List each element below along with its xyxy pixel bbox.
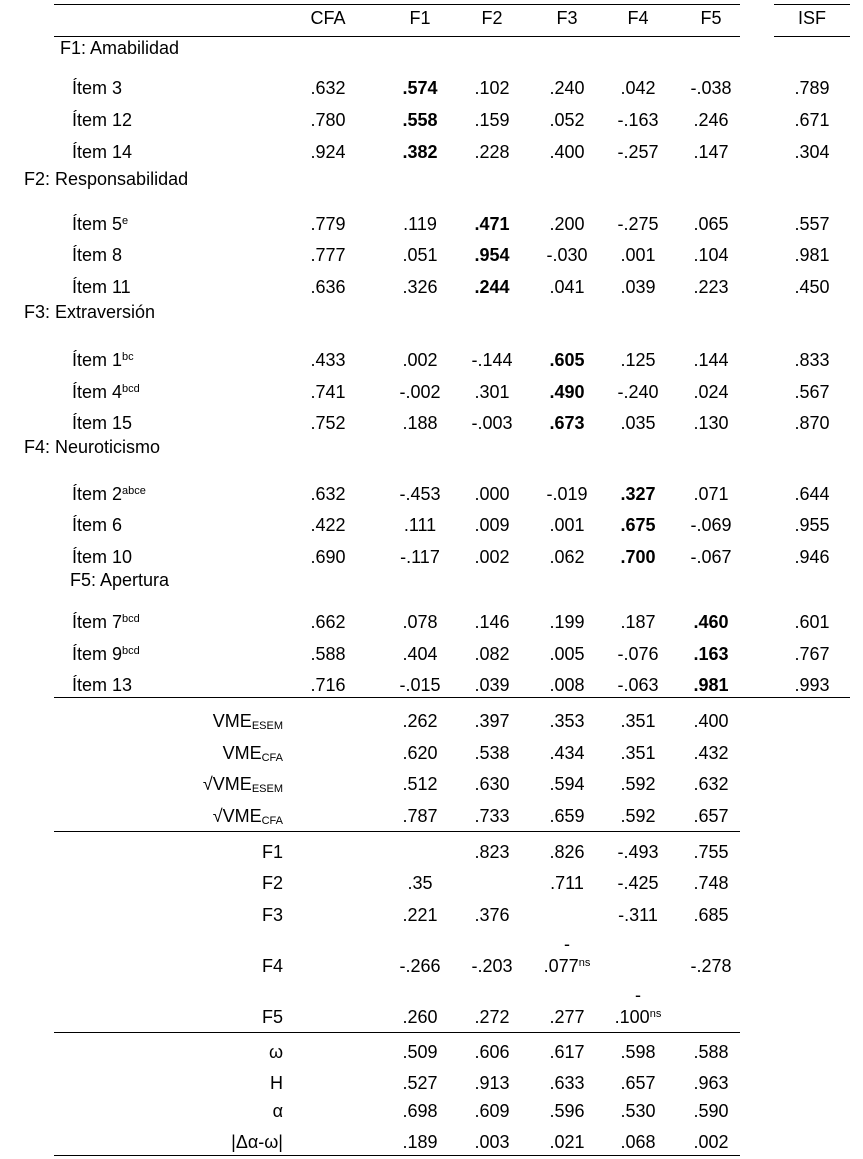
header-isf: ISF bbox=[797, 8, 826, 28]
cell-f4: .042 bbox=[620, 78, 656, 98]
corr-cell: -.425 bbox=[617, 873, 659, 893]
corr-cell: -.493 bbox=[617, 842, 659, 862]
corr-hyphen: - bbox=[635, 985, 641, 1005]
item-label bbox=[72, 108, 132, 132]
corr-hyphen: - bbox=[564, 934, 570, 954]
cell-f5: -.069 bbox=[690, 515, 732, 535]
ave-label bbox=[0, 709, 283, 733]
item-name: Ítem 11 bbox=[72, 277, 131, 297]
reliability-label: ω bbox=[268, 1042, 283, 1062]
cell-f1: .574 bbox=[402, 78, 438, 98]
corr-cell: -.203 bbox=[471, 956, 513, 976]
item-name: Ítem 14 bbox=[72, 142, 133, 162]
cell-f2: .301 bbox=[474, 382, 510, 402]
cell-f2: .146 bbox=[474, 612, 510, 632]
ave-cell-f4: .351 bbox=[620, 711, 656, 731]
cell-isf: .644 bbox=[794, 484, 830, 504]
item-row bbox=[0, 212, 863, 236]
cell-isf: .789 bbox=[794, 78, 830, 98]
ave-subscript: ESEM bbox=[251, 783, 283, 795]
corr-cell: .826 bbox=[549, 842, 585, 862]
cell-f4: -.240 bbox=[617, 382, 659, 402]
reliability-cell-f1: .698 bbox=[402, 1101, 438, 1121]
ave-row bbox=[0, 709, 863, 733]
item-label bbox=[72, 140, 132, 164]
cell-cfa: .924 bbox=[310, 142, 346, 162]
header-f3: F3 bbox=[556, 8, 578, 28]
item-row bbox=[0, 275, 863, 299]
cell-f4: -.275 bbox=[617, 214, 659, 234]
ave-cell-f1: .620 bbox=[402, 743, 438, 763]
cell-f1: .382 bbox=[402, 142, 438, 162]
corr-label: F3 bbox=[261, 905, 283, 925]
ave-subscript: CFA bbox=[261, 815, 283, 827]
cell-f3: .199 bbox=[549, 612, 585, 632]
item-label bbox=[72, 76, 122, 100]
cell-f1: -.002 bbox=[399, 382, 441, 402]
cell-cfa: .741 bbox=[310, 382, 346, 402]
cell-f4: -.163 bbox=[617, 110, 659, 130]
cell-f3: .240 bbox=[549, 78, 585, 98]
cell-cfa: .588 bbox=[310, 644, 346, 664]
item-superscript: bc bbox=[122, 351, 134, 363]
cell-isf: .955 bbox=[794, 515, 830, 535]
item-row bbox=[0, 108, 863, 132]
group-title-row bbox=[0, 36, 863, 60]
top-rule-isf bbox=[774, 4, 850, 5]
item-name: Ítem 3 bbox=[72, 78, 123, 98]
ave-cell-f3: .659 bbox=[549, 806, 585, 826]
corr-cell-ns bbox=[603, 1005, 673, 1029]
cell-f2: .471 bbox=[474, 214, 510, 234]
cell-cfa: .433 bbox=[310, 350, 346, 370]
cell-f4: .035 bbox=[620, 413, 656, 433]
ave-cell-f1: .512 bbox=[402, 774, 438, 794]
corr-value: .077 bbox=[543, 956, 579, 976]
cell-f3: .041 bbox=[549, 277, 585, 297]
reliability-cell-f4: .598 bbox=[620, 1042, 656, 1062]
cell-f2: .000 bbox=[474, 484, 510, 504]
cell-f5: .246 bbox=[693, 110, 729, 130]
cell-f3: .062 bbox=[549, 547, 585, 567]
item-superscript: bcd bbox=[122, 645, 140, 657]
ave-row bbox=[0, 772, 863, 796]
item-label bbox=[72, 275, 131, 299]
cell-isf: .833 bbox=[794, 350, 830, 370]
corr-row-f5 bbox=[0, 985, 863, 1029]
ave-row bbox=[0, 804, 863, 828]
cell-f1: .002 bbox=[402, 350, 438, 370]
reliability-cell-f4: .530 bbox=[620, 1101, 656, 1121]
item-row bbox=[0, 348, 863, 372]
ave-label bbox=[0, 772, 283, 796]
corr-label: F1 bbox=[261, 842, 283, 862]
ave-label bbox=[0, 741, 283, 765]
item-label bbox=[72, 610, 140, 634]
item-row bbox=[0, 380, 863, 404]
cell-f1: .119 bbox=[403, 214, 437, 234]
ave-cell-f3: .594 bbox=[549, 774, 585, 794]
ave-cell-f2: .733 bbox=[474, 806, 510, 826]
cell-isf: .601 bbox=[794, 612, 830, 632]
item-label bbox=[72, 243, 122, 267]
reliability-cell-f2: .609 bbox=[474, 1101, 510, 1121]
ave-subscript: ESEM bbox=[251, 720, 283, 732]
items-bottom-rule bbox=[54, 697, 850, 698]
item-label bbox=[72, 545, 132, 569]
header-f4: F4 bbox=[627, 8, 649, 28]
ave-cell-f4: .351 bbox=[620, 743, 656, 763]
cell-f3: .052 bbox=[549, 110, 585, 130]
reliability-cell-f5: .002 bbox=[693, 1132, 729, 1152]
cell-isf: .870 bbox=[794, 413, 830, 433]
reliability-label: |Δα-ω| bbox=[231, 1132, 283, 1152]
ave-subscript: CFA bbox=[261, 752, 283, 764]
item-label bbox=[72, 411, 132, 435]
cell-f2: .244 bbox=[474, 277, 510, 297]
corr-row-f1 bbox=[0, 840, 863, 864]
ns-superscript: ns bbox=[578, 957, 591, 969]
cell-cfa: .716 bbox=[310, 675, 346, 695]
cell-f5: .144 bbox=[693, 350, 729, 370]
corr-bottom-rule bbox=[54, 1032, 740, 1033]
reliability-row bbox=[0, 1099, 863, 1123]
cell-f5: .065 bbox=[693, 214, 729, 234]
table-bottom-rule bbox=[54, 1155, 740, 1156]
cell-cfa: .779 bbox=[310, 214, 346, 234]
corr-cell: -.266 bbox=[399, 956, 441, 976]
cell-f4: .001 bbox=[620, 245, 656, 265]
corr-row-f4 bbox=[0, 934, 863, 978]
group-title-row bbox=[0, 167, 863, 191]
item-superscript: e bbox=[122, 215, 129, 227]
cell-f5: .981 bbox=[693, 675, 729, 695]
cell-f4: .187 bbox=[620, 612, 656, 632]
cell-f2: .039 bbox=[474, 675, 510, 695]
cell-cfa: .780 bbox=[310, 110, 346, 130]
cell-f5: .223 bbox=[693, 277, 729, 297]
cell-f5: .104 bbox=[693, 245, 729, 265]
ave-cell-f3: .434 bbox=[549, 743, 585, 763]
ave-base: VME bbox=[222, 743, 262, 763]
ave-cell-f4: .592 bbox=[620, 774, 656, 794]
cell-f4: -.063 bbox=[617, 675, 659, 695]
corr-cell: .823 bbox=[474, 842, 510, 862]
reliability-cell-f1: .189 bbox=[402, 1132, 438, 1152]
corr-row-f3 bbox=[0, 903, 863, 927]
group-title: F1: Amabilidad bbox=[60, 38, 180, 58]
cell-isf: .557 bbox=[794, 214, 830, 234]
cell-isf: .671 bbox=[794, 110, 830, 130]
cell-f1: -.015 bbox=[399, 675, 441, 695]
reliability-cell-f2: .003 bbox=[474, 1132, 510, 1152]
cell-f5: .147 bbox=[693, 142, 729, 162]
reliability-row bbox=[0, 1071, 863, 1095]
cell-f2: .954 bbox=[474, 245, 510, 265]
cell-f2: .159 bbox=[474, 110, 510, 130]
item-name: Ítem 1 bbox=[72, 350, 123, 370]
ave-label bbox=[0, 804, 283, 828]
cell-f1: -.117 bbox=[400, 547, 440, 567]
header-f2: F2 bbox=[481, 8, 503, 28]
corr-cell: .711 bbox=[550, 873, 584, 893]
corr-label: F5 bbox=[261, 1007, 283, 1027]
corr-cell: .748 bbox=[693, 873, 729, 893]
reliability-cell-f4: .657 bbox=[620, 1073, 656, 1093]
cell-f3: .605 bbox=[549, 350, 585, 370]
corr-label: F2 bbox=[261, 873, 283, 893]
cell-isf: .993 bbox=[794, 675, 830, 695]
item-row bbox=[0, 482, 863, 506]
item-name: Ítem 8 bbox=[72, 245, 123, 265]
cell-f1: .404 bbox=[402, 644, 438, 664]
cell-f2: .002 bbox=[474, 547, 510, 567]
reliability-cell-f4: .068 bbox=[620, 1132, 656, 1152]
reliability-label: H bbox=[270, 1073, 283, 1093]
reliability-row bbox=[0, 1130, 863, 1154]
group-title: F2: Responsabilidad bbox=[24, 169, 189, 189]
ave-cell-f3: .353 bbox=[549, 711, 585, 731]
cell-f3: .673 bbox=[549, 413, 585, 433]
cell-f2: .102 bbox=[474, 78, 510, 98]
cell-f5: .460 bbox=[693, 612, 729, 632]
item-row bbox=[0, 513, 863, 537]
reliability-cell-f5: .963 bbox=[693, 1073, 729, 1093]
item-row bbox=[0, 673, 863, 697]
cell-f1: -.453 bbox=[399, 484, 441, 504]
item-label bbox=[72, 513, 122, 537]
cell-f3: .400 bbox=[549, 142, 585, 162]
reliability-cell-f5: .588 bbox=[693, 1042, 729, 1062]
cell-isf: .567 bbox=[794, 382, 830, 402]
cell-f1: .558 bbox=[402, 110, 438, 130]
item-row bbox=[0, 76, 863, 100]
cell-isf: .304 bbox=[794, 142, 830, 162]
cell-cfa: .777 bbox=[310, 245, 346, 265]
ave-prefix: √ bbox=[212, 806, 223, 826]
group-title-row bbox=[0, 300, 863, 324]
ave-cell-f1: .787 bbox=[402, 806, 438, 826]
group-title-row bbox=[0, 435, 863, 459]
group-title: F5: Apertura bbox=[70, 570, 170, 590]
header-f1: F1 bbox=[409, 8, 431, 28]
ave-base: VME bbox=[212, 711, 252, 731]
reliability-cell-f1: .527 bbox=[402, 1073, 438, 1093]
cell-f5: .130 bbox=[693, 413, 729, 433]
item-label bbox=[72, 380, 140, 404]
item-name: Ítem 15 bbox=[72, 413, 133, 433]
ave-cell-f5: .432 bbox=[693, 743, 729, 763]
cell-cfa: .662 bbox=[310, 612, 346, 632]
cell-f4: .327 bbox=[620, 484, 656, 504]
ave-bottom-rule bbox=[54, 831, 740, 832]
item-name: Ítem 13 bbox=[72, 675, 133, 695]
cell-isf: .450 bbox=[794, 277, 830, 297]
item-name: Ítem 7 bbox=[72, 612, 123, 632]
corr-cell: .272 bbox=[474, 1007, 510, 1027]
cell-f1: .111 bbox=[403, 515, 437, 535]
corr-cell: .277 bbox=[549, 1007, 585, 1027]
ave-cell-f2: .630 bbox=[474, 774, 510, 794]
reliability-cell-f3: .633 bbox=[549, 1073, 585, 1093]
item-superscript: abce bbox=[122, 485, 146, 497]
item-row bbox=[0, 243, 863, 267]
top-rule bbox=[54, 4, 740, 5]
ave-cell-f5: .632 bbox=[693, 774, 729, 794]
cell-f2: .082 bbox=[474, 644, 510, 664]
cell-f4: -.076 bbox=[617, 644, 659, 664]
cell-isf: .981 bbox=[794, 245, 830, 265]
cell-f4: .700 bbox=[620, 547, 656, 567]
corr-cell: .260 bbox=[402, 1007, 438, 1027]
corr-cell: -.278 bbox=[690, 956, 732, 976]
cell-f5: -.067 bbox=[690, 547, 732, 567]
cell-cfa: .422 bbox=[310, 515, 346, 535]
corr-cell: -.311 bbox=[618, 905, 658, 925]
cell-f1: .188 bbox=[402, 413, 438, 433]
cell-f2: .228 bbox=[474, 142, 510, 162]
item-name: Ítem 2 bbox=[72, 484, 123, 504]
header-row bbox=[0, 6, 863, 30]
item-row bbox=[0, 411, 863, 435]
corr-cell: .755 bbox=[693, 842, 729, 862]
ave-base: VME bbox=[222, 806, 262, 826]
item-name: Ítem 5 bbox=[72, 214, 123, 234]
item-label bbox=[72, 482, 146, 506]
cell-f1: .326 bbox=[402, 277, 438, 297]
cell-f5: .071 bbox=[693, 484, 729, 504]
ns-superscript: ns bbox=[649, 1008, 662, 1020]
cell-f1: .051 bbox=[402, 245, 438, 265]
cell-f3: .490 bbox=[549, 382, 585, 402]
corr-cell: .35 bbox=[407, 873, 433, 893]
ave-cell-f2: .538 bbox=[474, 743, 510, 763]
item-name: Ítem 10 bbox=[72, 547, 133, 567]
reliability-cell-f3: .617 bbox=[549, 1042, 585, 1062]
cell-cfa: .690 bbox=[310, 547, 346, 567]
item-row bbox=[0, 642, 863, 666]
group-title: F3: Extraversión bbox=[24, 302, 156, 322]
cell-f3: .001 bbox=[549, 515, 585, 535]
cell-f1: .078 bbox=[402, 612, 438, 632]
reliability-label: α bbox=[272, 1101, 283, 1121]
ave-prefix: √ bbox=[202, 774, 213, 794]
group-title-row bbox=[0, 568, 863, 592]
item-superscript: bcd bbox=[122, 383, 140, 395]
header-f5: F5 bbox=[700, 8, 722, 28]
cell-f4: .125 bbox=[620, 350, 656, 370]
ave-cell-f1: .262 bbox=[402, 711, 438, 731]
corr-cell: .376 bbox=[474, 905, 510, 925]
cell-f2: -.003 bbox=[471, 413, 513, 433]
header-cfa: CFA bbox=[310, 8, 346, 28]
corr-row-f2 bbox=[0, 871, 863, 895]
reliability-cell-f5: .590 bbox=[693, 1101, 729, 1121]
ave-cell-f4: .592 bbox=[620, 806, 656, 826]
item-label bbox=[72, 212, 128, 236]
cell-f2: .009 bbox=[474, 515, 510, 535]
corr-value: .100 bbox=[614, 1007, 650, 1027]
reliability-cell-f2: .606 bbox=[474, 1042, 510, 1062]
ave-cell-f5: .657 bbox=[693, 806, 729, 826]
cell-cfa: .632 bbox=[310, 78, 346, 98]
cell-f4: -.257 bbox=[617, 142, 659, 162]
item-name: Ítem 4 bbox=[72, 382, 123, 402]
item-row bbox=[0, 545, 863, 569]
cell-f3: -.030 bbox=[546, 245, 588, 265]
cell-isf: .767 bbox=[794, 644, 830, 664]
item-name: Ítem 9 bbox=[72, 644, 123, 664]
group-title: F4: Neuroticismo bbox=[24, 437, 161, 457]
corr-cell: .221 bbox=[402, 905, 438, 925]
cell-f3: .005 bbox=[549, 644, 585, 664]
item-row bbox=[0, 140, 863, 164]
item-name: Ítem 6 bbox=[72, 515, 123, 535]
item-row bbox=[0, 610, 863, 634]
reliability-cell-f3: .596 bbox=[549, 1101, 585, 1121]
cell-f5: .024 bbox=[693, 382, 729, 402]
ave-base: VME bbox=[212, 774, 252, 794]
item-name: Ítem 12 bbox=[72, 110, 133, 130]
reliability-cell-f3: .021 bbox=[549, 1132, 585, 1152]
item-superscript: bcd bbox=[122, 613, 140, 625]
cell-cfa: .752 bbox=[310, 413, 346, 433]
ave-cell-f5: .400 bbox=[693, 711, 729, 731]
item-label bbox=[72, 642, 140, 666]
cell-cfa: .636 bbox=[310, 277, 346, 297]
cell-f5: .163 bbox=[693, 644, 729, 664]
cell-f4: .039 bbox=[620, 277, 656, 297]
cell-f3: -.019 bbox=[546, 484, 588, 504]
cell-f3: .200 bbox=[549, 214, 585, 234]
reliability-cell-f1: .509 bbox=[402, 1042, 438, 1062]
reliability-cell-f2: .913 bbox=[474, 1073, 510, 1093]
cell-cfa: .632 bbox=[310, 484, 346, 504]
item-label bbox=[72, 348, 134, 372]
corr-label: F4 bbox=[261, 956, 283, 976]
item-label bbox=[72, 673, 132, 697]
cell-f4: .675 bbox=[620, 515, 656, 535]
cell-f3: .008 bbox=[549, 675, 585, 695]
ave-cell-f2: .397 bbox=[474, 711, 510, 731]
cell-f5: -.038 bbox=[690, 78, 732, 98]
corr-cell: .685 bbox=[693, 905, 729, 925]
reliability-row bbox=[0, 1040, 863, 1064]
ave-row bbox=[0, 741, 863, 765]
cell-isf: .946 bbox=[794, 547, 830, 567]
cell-f2: -.144 bbox=[471, 350, 513, 370]
corr-cell-ns bbox=[532, 954, 602, 978]
